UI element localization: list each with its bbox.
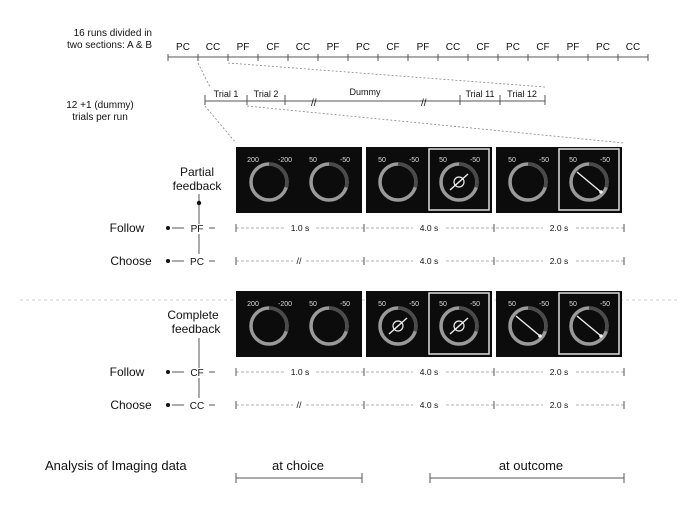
- run-code: PF: [566, 42, 580, 53]
- analysis-at-outcome: at outcome: [498, 458, 564, 473]
- analysis-at-choice: at choice: [271, 458, 325, 473]
- svg-text:-50: -50: [408, 157, 420, 164]
- duration-label: 1.0 s: [290, 367, 310, 377]
- run-code: PC: [356, 42, 370, 53]
- svg-text:50: 50: [569, 301, 577, 308]
- partial-title-2: feedback: [172, 179, 222, 193]
- svg-text:-50: -50: [538, 301, 550, 308]
- duration-label: 4.0 s: [419, 256, 439, 266]
- partial-choose-code: PC: [190, 257, 204, 268]
- run-code: CC: [445, 42, 461, 53]
- svg-text:50: 50: [439, 157, 447, 164]
- complete-choose-label: Choose: [110, 398, 152, 412]
- trial-label-12: Trial 12: [507, 89, 537, 99]
- complete-choose-code: CC: [189, 401, 205, 412]
- runs-label-line2: two sections: A & B: [66, 40, 152, 51]
- partial-follow-code: PF: [190, 224, 204, 235]
- trial-label-1: Trial 1: [213, 89, 239, 99]
- duration-label: 2.0 s: [549, 256, 569, 266]
- svg-text:50: 50: [309, 301, 317, 308]
- svg-text:-200: -200: [277, 301, 293, 308]
- trial-label-dummy: Dummy: [349, 87, 381, 97]
- svg-text://: //: [421, 98, 427, 109]
- complete-follow-code: CF: [190, 368, 204, 379]
- complete-panel-cue: [366, 291, 492, 357]
- run-code: CF: [536, 42, 550, 53]
- svg-text:50: 50: [508, 157, 516, 164]
- svg-text:50: 50: [378, 301, 386, 308]
- trials-label-line2: trials per run: [72, 112, 128, 123]
- partial-follow-label: Follow: [109, 221, 145, 235]
- trial-label-11: Trial 11: [465, 89, 495, 99]
- complete-title-1: Complete: [167, 308, 219, 322]
- partial-panel-cue: [366, 147, 492, 213]
- partial-choose-label: Choose: [110, 254, 152, 268]
- partial-panel-choice: [236, 147, 362, 213]
- complete-panel-choice: [236, 291, 362, 357]
- duration-label: 2.0 s: [549, 367, 569, 377]
- trial-axis: [205, 87, 545, 109]
- duration-label: 4.0 s: [419, 400, 439, 410]
- complete-title-2: feedback: [171, 322, 221, 336]
- svg-text:50: 50: [309, 157, 317, 164]
- run-code: PC: [176, 42, 190, 53]
- run-code: CC: [295, 42, 311, 53]
- run-code: PC: [596, 42, 610, 53]
- svg-text://: //: [311, 98, 317, 109]
- duration-label: 2.0 s: [549, 223, 569, 233]
- run-code: CF: [476, 42, 490, 53]
- run-code: PC: [506, 42, 520, 53]
- timeline: [236, 255, 624, 267]
- svg-text:-50: -50: [599, 301, 611, 308]
- trial-label-2: Trial 2: [253, 89, 279, 99]
- run-code: CF: [266, 42, 280, 53]
- svg-text:50: 50: [508, 301, 516, 308]
- svg-text:200: 200: [247, 301, 259, 308]
- run-code: CC: [205, 42, 221, 53]
- timeline: [236, 399, 624, 411]
- trials-label-line1: 12 +1 (dummy): [66, 100, 134, 111]
- timeline: [236, 366, 624, 378]
- analysis-label: Analysis of Imaging data: [45, 458, 187, 473]
- runs-label-line1: 16 runs divided in: [73, 28, 152, 39]
- svg-text:50: 50: [439, 301, 447, 308]
- svg-text:-200: -200: [277, 157, 293, 164]
- complete-panel-outcome: [496, 291, 622, 357]
- svg-text://: //: [296, 256, 302, 266]
- svg-text:200: 200: [247, 157, 259, 164]
- svg-text:-50: -50: [339, 157, 351, 164]
- partial-panel-outcome: [496, 147, 622, 213]
- run-sequence: [168, 42, 648, 61]
- svg-text:50: 50: [378, 157, 386, 164]
- duration-label: 1.0 s: [290, 223, 310, 233]
- run-code: CC: [625, 42, 641, 53]
- partial-title-1: Partial: [179, 165, 215, 179]
- run-code: PF: [416, 42, 430, 53]
- run-code: PF: [326, 42, 340, 53]
- svg-text:-50: -50: [339, 301, 351, 308]
- svg-text:-50: -50: [538, 157, 550, 164]
- svg-text:-50: -50: [408, 301, 420, 308]
- duration-label: 4.0 s: [419, 367, 439, 377]
- run-code: CF: [386, 42, 400, 53]
- svg-text:50: 50: [569, 157, 577, 164]
- duration-label: 4.0 s: [419, 223, 439, 233]
- complete-follow-label: Follow: [109, 365, 145, 379]
- svg-text:-50: -50: [469, 301, 481, 308]
- timeline: [236, 222, 624, 234]
- run-code: PF: [236, 42, 250, 53]
- svg-text:-50: -50: [469, 157, 481, 164]
- svg-text:-50: -50: [599, 157, 611, 164]
- duration-label: 2.0 s: [549, 400, 569, 410]
- svg-text://: //: [296, 400, 302, 410]
